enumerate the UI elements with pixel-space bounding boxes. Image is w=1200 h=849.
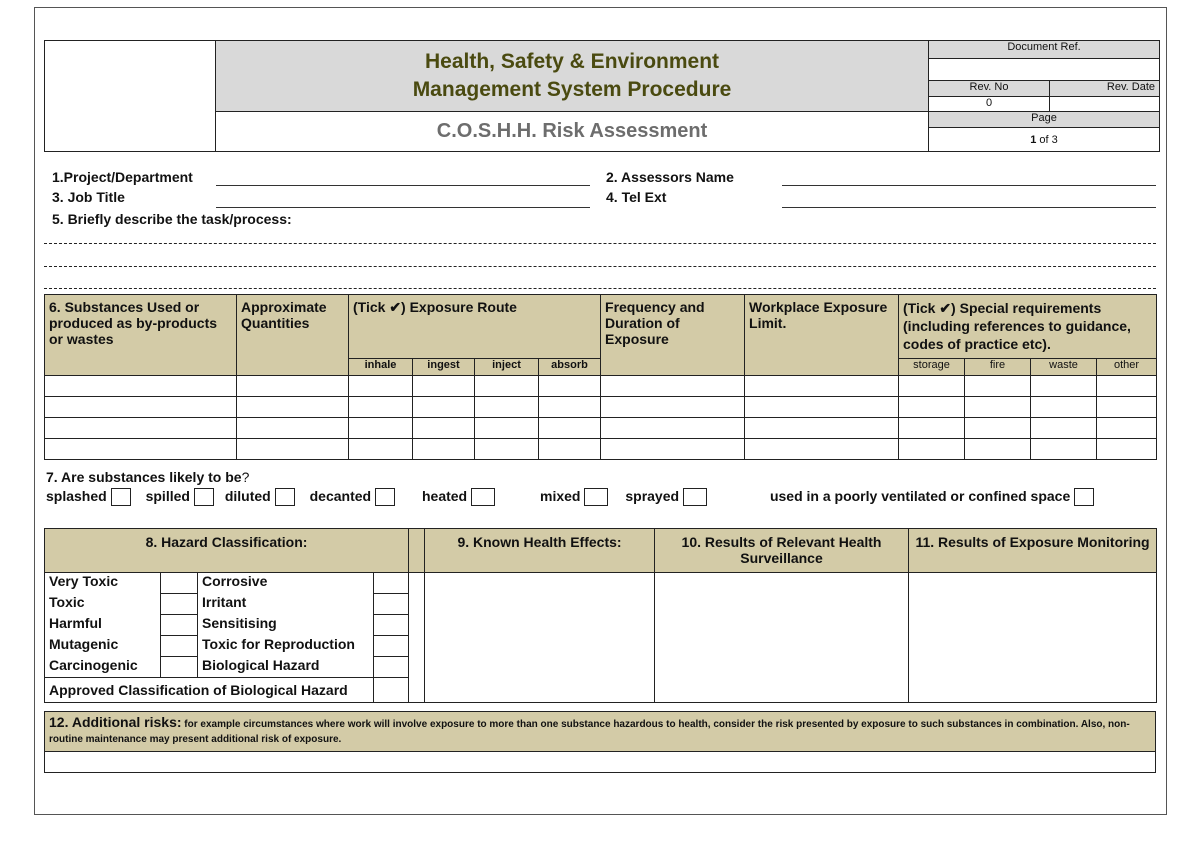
option-heated: heated (421, 488, 468, 504)
option-decanted: decanted (309, 488, 372, 504)
table-row[interactable] (45, 397, 1157, 418)
rev-no-value: 0 (929, 97, 1050, 112)
checkbox-decanted[interactable] (375, 488, 395, 506)
monitoring-heading: 11. Results of Exposure Monitoring (909, 529, 1157, 573)
col-special-requirements: (Tick ✔) Special requirements (including references to guidance, codes of practice etc). (899, 295, 1157, 359)
checkbox-diluted[interactable] (275, 488, 295, 506)
effects-heading: 9. Known Health Effects: (425, 529, 655, 573)
hazard-irritant: Irritant (202, 593, 247, 610)
checkbox-carcinogenic[interactable] (161, 657, 198, 678)
surveillance-cell[interactable] (655, 573, 909, 703)
checkbox-approved-classification[interactable] (374, 678, 409, 703)
checkbox-heated[interactable] (471, 488, 495, 506)
approved-classification: Approved Classification of Biological Hazard (45, 678, 374, 703)
likely-question-text: 7. Are substances likely to be (46, 469, 242, 485)
table-row[interactable] (45, 439, 1157, 460)
assessors-label: 2. Assessors Name (606, 169, 734, 185)
checkbox-confined-space[interactable] (1074, 488, 1094, 506)
job-title-label: 3. Job Title (52, 189, 125, 205)
checkbox-toxic[interactable] (161, 594, 198, 615)
col-exposure-route: (Tick ✔) Exposure Route (349, 295, 601, 359)
describe-line-1[interactable] (44, 243, 1156, 244)
doc-ref-label: Document Ref. (929, 41, 1160, 59)
header-table (44, 40, 1160, 152)
likely-question-mark: ? (241, 469, 250, 485)
additional-risks-text (45, 712, 1156, 752)
col-quantities: Approximate Quantities (237, 295, 349, 376)
project-field[interactable] (216, 185, 590, 186)
checkbox-sprayed[interactable] (683, 488, 707, 506)
checkbox-mutagenic[interactable] (161, 636, 198, 657)
special-other: other (1097, 359, 1157, 376)
route-absorb: absorb (539, 359, 601, 376)
title-line2: Management System Procedure (412, 78, 732, 101)
route-inhale: inhale (349, 359, 413, 376)
option-mixed: mixed (540, 488, 581, 504)
col-exposure-limit: Workplace Exposure Limit. (745, 295, 899, 376)
checkbox-toxic-reproduction[interactable] (374, 636, 409, 657)
page-of: of 3 (1036, 133, 1058, 146)
page-label: Page (929, 112, 1160, 128)
logo-cell (45, 41, 216, 152)
page-number: 1 (1030, 133, 1037, 146)
hazard-mutagenic: Mutagenic (45, 636, 161, 657)
hazard-biological: Biological Hazard (202, 656, 320, 673)
hazard-spacer (409, 529, 425, 573)
checkbox-mixed[interactable] (584, 488, 608, 506)
describe-line-2[interactable] (44, 266, 1156, 267)
describe-label: 5. Briefly describe the task/process: (52, 211, 292, 227)
checkbox-spilled[interactable] (194, 488, 214, 506)
route-inject: inject (475, 359, 539, 376)
describe-line-3[interactable] (44, 288, 1156, 289)
checkbox-biological[interactable] (374, 657, 409, 678)
likely-options (46, 486, 1099, 506)
checkbox-corrosive[interactable] (374, 573, 409, 594)
option-confined-space: used in a poorly ventilated or confined space (769, 488, 1071, 504)
hazard-very-toxic: Very Toxic (45, 573, 161, 594)
route-ingest: ingest (413, 359, 475, 376)
option-diluted: diluted (224, 488, 271, 504)
additional-risks-table (44, 711, 1156, 773)
checkbox-harmful[interactable] (161, 615, 198, 636)
additional-risks-field[interactable] (45, 752, 1156, 773)
tel-ext-label: 4. Tel Ext (606, 189, 667, 205)
doc-ref-value[interactable] (929, 59, 1160, 81)
hazard-toxic-reproduction: Toxic for Reproduction (202, 635, 355, 652)
rev-date-value[interactable] (1050, 97, 1160, 112)
checkbox-very-toxic[interactable] (161, 573, 198, 594)
hazard-carcinogenic: Carcinogenic (45, 657, 161, 678)
checkbox-splashed[interactable] (111, 488, 131, 506)
tel-ext-field[interactable] (782, 207, 1156, 208)
special-waste: waste (1031, 359, 1097, 376)
assessors-field[interactable] (782, 185, 1156, 186)
substances-table (44, 294, 1157, 460)
effects-cell[interactable] (425, 573, 655, 703)
job-title-field[interactable] (216, 207, 590, 208)
hazard-heading: 8. Hazard Classification: (45, 529, 409, 573)
option-splashed: splashed (46, 488, 107, 504)
hazard-sensitising: Sensitising (202, 614, 277, 631)
checkbox-irritant[interactable] (374, 594, 409, 615)
rev-no-label: Rev. No (929, 81, 1050, 97)
special-storage: storage (899, 359, 965, 376)
hazard-corrosive: Corrosive (202, 573, 268, 589)
hazard-toxic: Toxic (45, 594, 161, 615)
hazard-table (44, 528, 1157, 703)
checkbox-sensitising[interactable] (374, 615, 409, 636)
option-sprayed: sprayed (625, 488, 680, 504)
rev-date-label: Rev. Date (1050, 81, 1160, 97)
surveillance-heading: 10. Results of Relevant Health Surveillance (655, 529, 909, 573)
table-row[interactable] (45, 376, 1157, 397)
table-row[interactable] (45, 418, 1157, 439)
title-line1: Health, Safety & Environment (424, 50, 720, 73)
monitoring-cell[interactable] (909, 573, 1157, 703)
project-label: 1.Project/Department (52, 169, 193, 185)
option-spilled: spilled (145, 488, 190, 504)
hazard-harmful: Harmful (45, 615, 161, 636)
special-fire: fire (965, 359, 1031, 376)
additional-risks-desc: for example circumstances where work will involve exposure to more than one substance hazardous to health, consider the risk presented by exposure to such substances in combination. Also, non-routine maintenance may present additional risk of exposure. (49, 719, 1130, 745)
col-frequency: Frequency and Duration of Exposure (601, 295, 745, 376)
additional-risks-label: 12. Additional risks: (49, 714, 182, 730)
col-substances: 6. Substances Used or produced as by-products or wastes (45, 295, 237, 376)
likely-question (46, 469, 249, 485)
subtitle: C.O.S.H.H. Risk Assessment (216, 112, 929, 152)
